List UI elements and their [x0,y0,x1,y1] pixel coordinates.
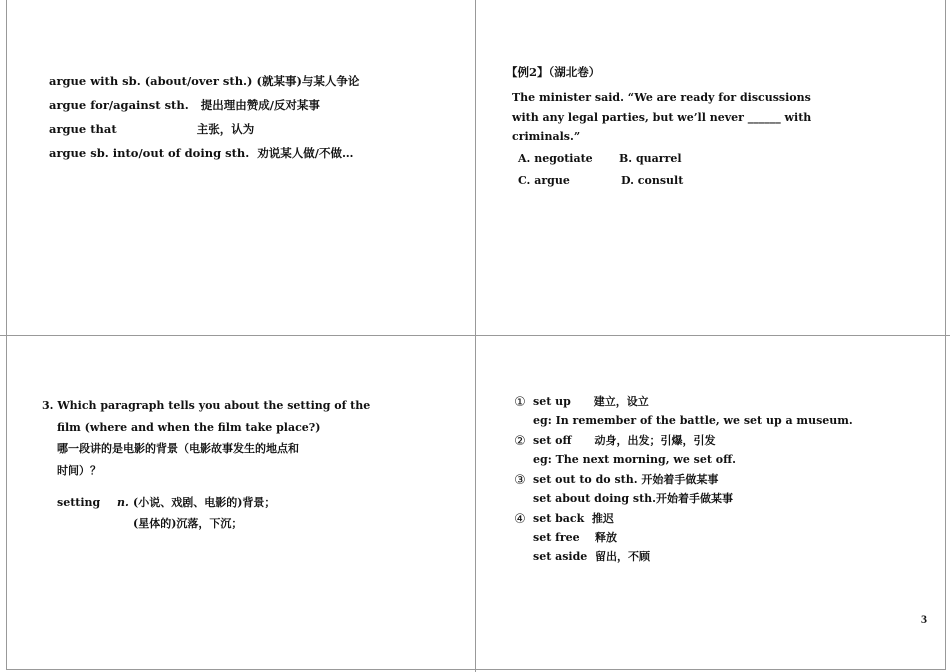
vocab-pos: n. [117,496,129,509]
question-3-line-2: film (where and when the film take place?) [57,421,321,434]
phrase-set-free: set free 释放 [533,531,617,544]
marker-1: ① [514,395,526,410]
argue-line-2: argue for/against sth. 提出理由赞成/反对某事 [49,98,320,112]
option-b: B. quarrel [619,152,682,165]
argue-line-1: argue with sb. (about/over sth.) (就某事)与某人争论 [49,74,360,88]
question-line-2: with any legal parties, but we’ll never ______ with [512,111,812,124]
question-3-line-3: 哪一段讲的是电影的背景（电影故事发生的地点和 [57,442,299,455]
phrase-set-aside: set aside 留出，不顾 [533,550,650,563]
argue-line-4: argue sb. into/out of doing sth. 劝说某人做/不做… [49,146,354,160]
phrase-set-up: set up 建立，设立 [533,395,649,408]
page-number: 3 [921,612,927,626]
marker-3: ③ [514,473,526,488]
marker-2: ② [514,434,526,449]
example-set-up: eg: In remember of the battle, we set up a museum. [533,414,853,427]
question-line-1: The minister said. “We are ready for discussions [512,91,811,104]
phrase-set-about: set about doing sth.开始着手做某事 [533,492,733,505]
question-line-3: criminals.” [512,130,581,143]
question-3-line-4: 时间）？ [57,464,101,477]
option-c: C. argue [518,174,570,187]
example-heading: 【例2】（湖北卷） [506,65,601,79]
option-a: A. negotiate [518,152,593,165]
vertical-divider [475,0,476,672]
example-set-off: eg: The next morning, we set off. [533,453,736,466]
phrase-set-off: set off 动身，出发；引爆，引发 [533,434,716,447]
question-3-line-1: 3. Which paragraph tells you about the setting of the [42,399,371,412]
horizontal-divider [0,335,950,336]
argue-line-3: argue that 主张，认为 [49,122,255,136]
vocab-def-1: (小说、戏剧、电影的)背景； [133,496,276,509]
vocab-term: setting [57,496,101,509]
marker-4: ④ [514,512,526,527]
vocab-def-2: (星体的)沉落，下沉； [133,517,243,530]
option-d: D. consult [621,174,684,187]
phrase-set-back: set back 推迟 [533,512,614,525]
phrase-set-out: set out to do sth. 开始着手做某事 [533,473,719,486]
